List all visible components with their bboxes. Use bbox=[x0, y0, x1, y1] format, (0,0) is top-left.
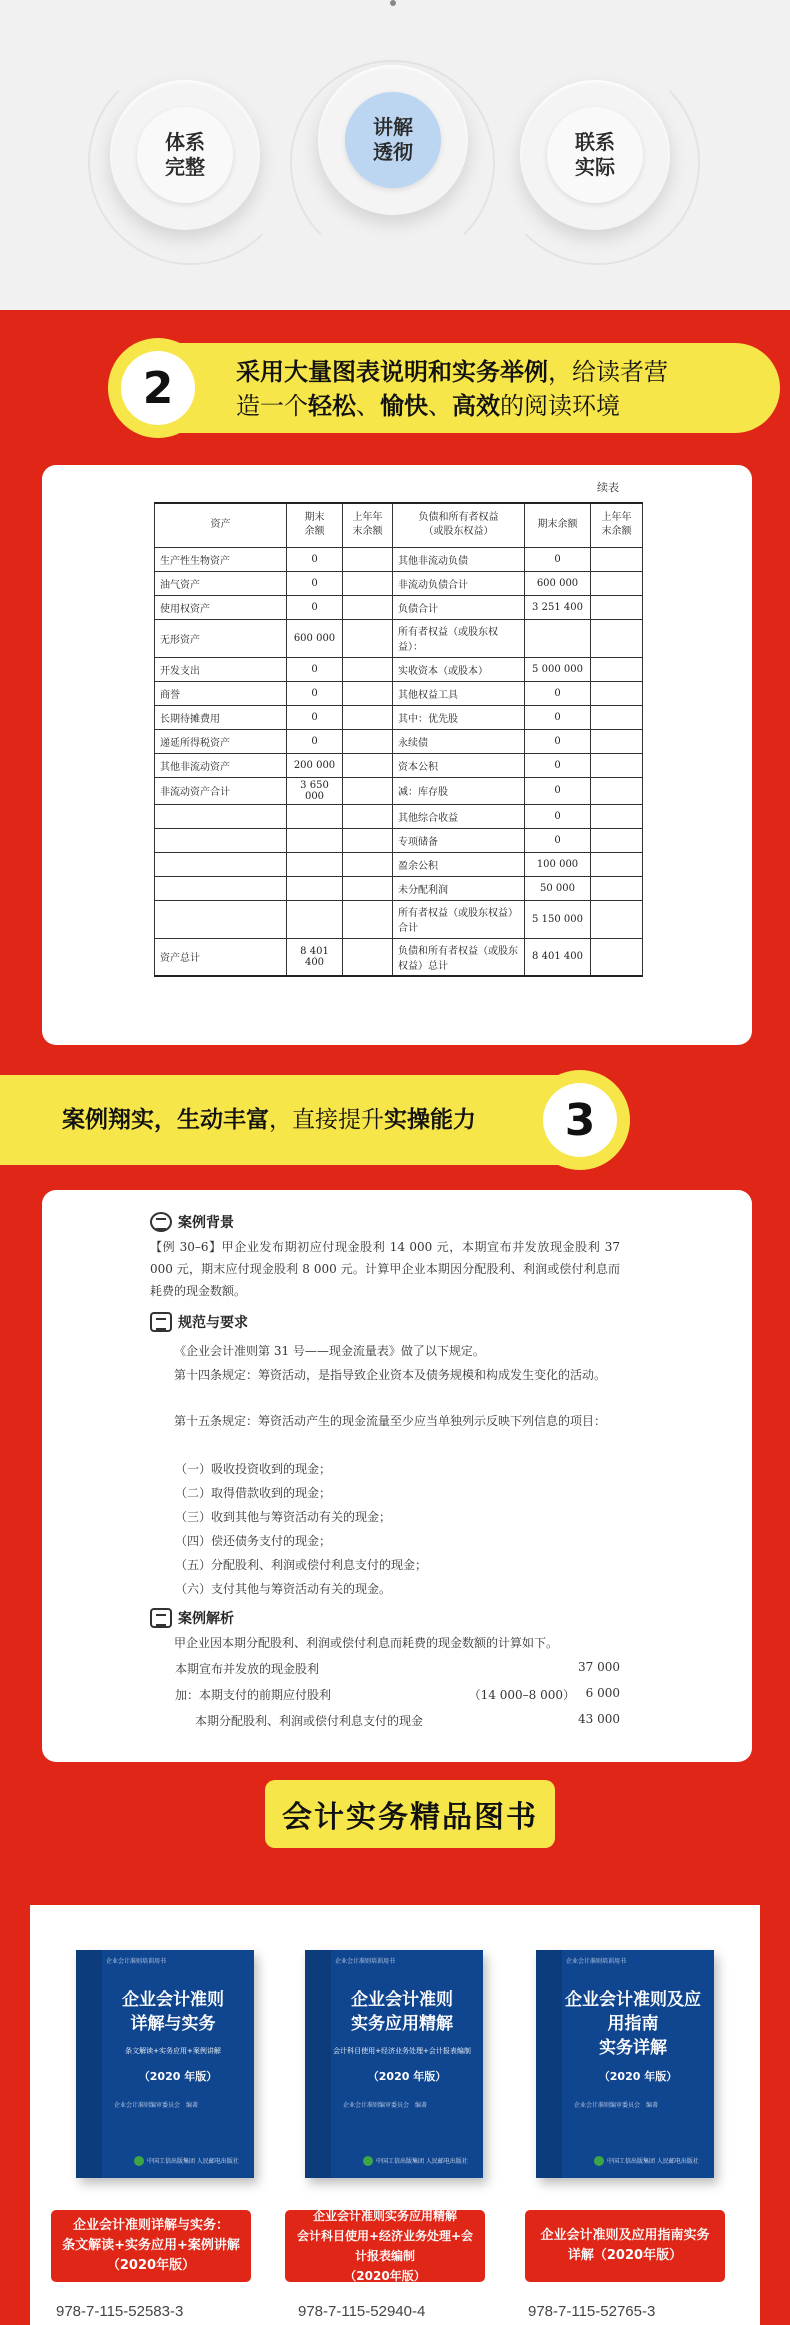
table-cell bbox=[155, 804, 287, 828]
book-cover-series: 企业会计准则培训用书 bbox=[106, 1958, 167, 1965]
table-cell: 其他非流动负债 bbox=[393, 547, 525, 571]
feature-1-line1: 体系 bbox=[165, 130, 205, 154]
table-row bbox=[155, 681, 643, 705]
feature-circle-1-inner bbox=[137, 107, 233, 203]
requirement-item: （三）收到其他与筹资活动有关的现金； bbox=[175, 1510, 392, 1524]
table-row bbox=[155, 753, 643, 777]
table-cell: 0 bbox=[525, 828, 591, 852]
banner-3-number: 3 bbox=[543, 1083, 617, 1157]
banner-2-sep1: 、 bbox=[356, 392, 380, 420]
table-header-cell: 期末 余额 bbox=[287, 503, 343, 547]
book-cover-author: 企业会计准则编审委员会 编著 bbox=[343, 2102, 428, 2109]
table-cell: 0 bbox=[287, 571, 343, 595]
table-cell bbox=[343, 571, 393, 595]
books-header-title: 会计实务精品图书 bbox=[282, 1800, 538, 1835]
table-cell bbox=[287, 804, 343, 828]
table-cell: 递延所得税资产 bbox=[155, 729, 287, 753]
feature-3-line2: 实际 bbox=[575, 155, 615, 179]
table-cell bbox=[343, 900, 393, 938]
table-row bbox=[155, 938, 643, 976]
table-cell: 0 bbox=[287, 681, 343, 705]
table-cell: 长期待摊费用 bbox=[155, 705, 287, 729]
book-cover-edition: （2020 年版） bbox=[367, 2070, 447, 2083]
table-cell: 永续债 bbox=[393, 729, 525, 753]
table-cell: 油气资产 bbox=[155, 571, 287, 595]
table-row bbox=[155, 571, 643, 595]
table-cell: 0 bbox=[525, 753, 591, 777]
table-cell bbox=[591, 547, 643, 571]
table-cell bbox=[591, 705, 643, 729]
table-cell bbox=[525, 619, 591, 657]
table-cell: 减：库存股 bbox=[393, 777, 525, 804]
calculation-row bbox=[195, 1712, 620, 1732]
table-cell bbox=[343, 547, 393, 571]
table-cell bbox=[591, 938, 643, 976]
table-cell bbox=[343, 777, 393, 804]
table-cell: 开发支出 bbox=[155, 657, 287, 681]
table-cell: 0 bbox=[525, 705, 591, 729]
table-cell bbox=[343, 804, 393, 828]
table-cell bbox=[343, 619, 393, 657]
table-cell: 使用权资产 bbox=[155, 595, 287, 619]
table-cell: 3 251 400 bbox=[525, 595, 591, 619]
table-row bbox=[155, 876, 643, 900]
banner-2-b3: 高效 bbox=[452, 392, 500, 420]
table-cell bbox=[343, 876, 393, 900]
table-row bbox=[155, 619, 643, 657]
document-icon bbox=[150, 1312, 172, 1332]
book-cover[interactable] bbox=[305, 1950, 483, 2178]
table-row bbox=[155, 804, 643, 828]
table-cell bbox=[287, 852, 343, 876]
table-cell bbox=[155, 876, 287, 900]
feature-band bbox=[0, 0, 790, 310]
table-cell: 0 bbox=[287, 729, 343, 753]
requirements-heading bbox=[150, 1312, 248, 1332]
book-cover-author: 企业会计准则编审委员会 编著 bbox=[114, 2102, 199, 2109]
banner-2-b2: 愉快 bbox=[380, 392, 428, 420]
table-cell bbox=[343, 595, 393, 619]
table-cell bbox=[343, 705, 393, 729]
book-spine-band bbox=[305, 1950, 331, 2178]
table-caption: 续表 bbox=[597, 481, 619, 494]
book-cover-series: 企业会计准则培训用书 bbox=[335, 1958, 396, 1965]
feature-1-line2: 完整 bbox=[165, 155, 205, 179]
table-cell bbox=[287, 828, 343, 852]
table-cell bbox=[591, 571, 643, 595]
book-cover-edition: （2020 年版） bbox=[598, 2070, 678, 2083]
table-cell bbox=[591, 753, 643, 777]
calculation-row bbox=[175, 1660, 620, 1680]
example-paragraph-4: 第十五条规定：筹资活动产生的现金流量至少应当单独列示反映下列信息的项目： bbox=[174, 1414, 607, 1428]
requirement-item: （一）吸收投资收到的现金； bbox=[175, 1462, 332, 1476]
feature-circle-1 bbox=[110, 80, 260, 230]
balance-sheet-table bbox=[154, 502, 643, 977]
book-isbn: 978-7-115-52765-3 bbox=[528, 2303, 656, 2320]
table-cell bbox=[591, 619, 643, 657]
table-header-cell: 上年年 末余额 bbox=[591, 503, 643, 547]
example-head2-text: 规范与要求 bbox=[178, 1315, 248, 1331]
book-title-label: 企业会计准则详解与实务： 条文解读+实务应用+案例讲解 （2020年版） bbox=[51, 2210, 251, 2282]
example-paragraph-2: 《企业会计准则第 31 号——现金流量表》做了以下规定。 bbox=[174, 1344, 485, 1358]
table-cell: 负债合计 bbox=[393, 595, 525, 619]
table-cell: 3 650 000 bbox=[287, 777, 343, 804]
calculation-row bbox=[175, 1686, 620, 1706]
calculation-formula: （14 000–8 000） bbox=[468, 1688, 575, 1702]
publisher-logo: 中国工信出版集团 人民邮电出版社 bbox=[134, 2156, 239, 2167]
table-cell: 600 000 bbox=[287, 619, 343, 657]
table-row bbox=[155, 729, 643, 753]
feature-circle-2-inner bbox=[345, 92, 441, 188]
table-cell: 专项储备 bbox=[393, 828, 525, 852]
table-cell: 0 bbox=[287, 547, 343, 571]
table-cell: 600 000 bbox=[525, 571, 591, 595]
requirement-item: （五）分配股利、利润或偿付利息支付的现金； bbox=[175, 1558, 428, 1572]
table-cell bbox=[343, 753, 393, 777]
banner-2-rest: ，给读者营 bbox=[548, 358, 668, 386]
book-cover-subtitle: 条文解读+实务应用+案例讲解 bbox=[125, 2047, 221, 2055]
book-title-label: 企业会计准则实务应用精解 会计科目使用+经济业务处理+会计报表编制 （2020年版） bbox=[285, 2210, 485, 2282]
table-cell: 无形资产 bbox=[155, 619, 287, 657]
table-header-cell: 资产 bbox=[155, 503, 287, 547]
table-cell: 其他非流动资产 bbox=[155, 753, 287, 777]
banner-3-number-badge bbox=[530, 1070, 630, 1170]
table-cell: 其他权益工具 bbox=[393, 681, 525, 705]
table-cell: 其他综合收益 bbox=[393, 804, 525, 828]
table-cell: 200 000 bbox=[287, 753, 343, 777]
banner-2-text bbox=[236, 355, 668, 423]
banner-2-number-badge bbox=[108, 338, 208, 438]
table-cell bbox=[591, 595, 643, 619]
table-cell: 0 bbox=[525, 777, 591, 804]
table-cell bbox=[591, 777, 643, 804]
calculation-label: 本期分配股利、利润或偿付利息支付的现金 bbox=[195, 1714, 424, 1728]
table-cell: 100 000 bbox=[525, 852, 591, 876]
feature-circle-2 bbox=[318, 65, 468, 215]
book-cover-series: 企业会计准则培训用书 bbox=[566, 1958, 627, 1965]
table-cell: 8 401 400 bbox=[287, 938, 343, 976]
table-cell: 0 bbox=[525, 681, 591, 705]
table-cell: 生产性生物资产 bbox=[155, 547, 287, 571]
example-head1-text: 案例背景 bbox=[178, 1215, 234, 1231]
table-cell: 未分配利润 bbox=[393, 876, 525, 900]
balance-sheet-card bbox=[42, 465, 752, 1045]
publisher-logo: 中国工信出版集团 人民邮电出版社 bbox=[363, 2156, 468, 2167]
feature-2-line1: 讲解 bbox=[373, 115, 413, 139]
table-cell bbox=[343, 852, 393, 876]
requirement-item: （二）取得借款收到的现金； bbox=[175, 1486, 332, 1500]
table-cell bbox=[343, 729, 393, 753]
banner-3-part3: 实操能力 bbox=[384, 1107, 476, 1133]
example-background-heading bbox=[150, 1212, 234, 1232]
analysis-icon bbox=[150, 1608, 172, 1628]
example-paragraph-5: 甲企业因本期分配股利、利润或偿付利息而耗费的现金数额的计算如下。 bbox=[174, 1636, 559, 1650]
table-cell: 所有者权益（或股东权益）合计 bbox=[393, 900, 525, 938]
calculation-label: 加：本期支付的前期应付股利 bbox=[175, 1688, 332, 1702]
table-cell bbox=[155, 828, 287, 852]
calculation-value: 37 000 bbox=[578, 1660, 620, 1674]
book-isbn: 978-7-115-52940-4 bbox=[298, 2303, 426, 2320]
table-row bbox=[155, 900, 643, 938]
table-header-cell: 负债和所有者权益 （或股东权益） bbox=[393, 503, 525, 547]
table-cell: 0 bbox=[525, 804, 591, 828]
table-cell bbox=[343, 938, 393, 976]
banner-2-b1: 轻松 bbox=[308, 392, 356, 420]
table-row bbox=[155, 852, 643, 876]
top-dot bbox=[390, 0, 396, 6]
book-cover[interactable] bbox=[76, 1950, 254, 2178]
table-cell: 非流动资产合计 bbox=[155, 777, 287, 804]
table-cell bbox=[591, 804, 643, 828]
banner-2-sep2: 、 bbox=[428, 392, 452, 420]
book-cover-title: 企业会计准则 实务应用精解 bbox=[351, 1990, 453, 2034]
table-cell: 其中：优先股 bbox=[393, 705, 525, 729]
table-cell: 负债和所有者权益（或股东权益）总计 bbox=[393, 938, 525, 976]
book-cover-edition: （2020 年版） bbox=[138, 2070, 218, 2083]
table-cell: 8 401 400 bbox=[525, 938, 591, 976]
globe-icon bbox=[150, 1212, 172, 1232]
feature-circle-3 bbox=[520, 80, 670, 230]
table-cell: 0 bbox=[287, 705, 343, 729]
table-cell: 0 bbox=[525, 547, 591, 571]
table-cell bbox=[155, 900, 287, 938]
table-header-cell: 上年年 末余额 bbox=[343, 503, 393, 547]
table-cell: 商誉 bbox=[155, 681, 287, 705]
requirement-item: （四）偿还债务支付的现金； bbox=[175, 1534, 332, 1548]
table-row bbox=[155, 657, 643, 681]
table-cell: 0 bbox=[287, 595, 343, 619]
table-cell bbox=[343, 681, 393, 705]
banner-3-part1: 案例翔实，生动丰富 bbox=[62, 1107, 269, 1133]
calculation-label: 本期宣布并发放的现金股利 bbox=[175, 1662, 320, 1676]
table-cell: 盈余公积 bbox=[393, 852, 525, 876]
books-header-pill bbox=[265, 1780, 555, 1848]
book-title-label: 企业会计准则及应用指南实务 详解（2020年版） bbox=[525, 2210, 725, 2282]
table-cell bbox=[287, 876, 343, 900]
table-cell bbox=[591, 681, 643, 705]
table-cell bbox=[287, 900, 343, 938]
book-isbn: 978-7-115-52583-3 bbox=[56, 2303, 184, 2320]
table-cell: 0 bbox=[287, 657, 343, 681]
publisher-logo: 中国工信出版集团 人民邮电出版社 bbox=[594, 2156, 699, 2167]
banner-2-line2-rest: 的阅读环境 bbox=[500, 392, 620, 420]
example-head3-text: 案例解析 bbox=[178, 1611, 234, 1627]
books-card bbox=[30, 1905, 760, 2325]
table-cell: 资产总计 bbox=[155, 938, 287, 976]
table-row bbox=[155, 547, 643, 571]
table-cell: 5 000 000 bbox=[525, 657, 591, 681]
table-cell: 5 150 000 bbox=[525, 900, 591, 938]
table-cell: 非流动负债合计 bbox=[393, 571, 525, 595]
table-cell bbox=[591, 828, 643, 852]
table-row bbox=[155, 595, 643, 619]
table-cell bbox=[343, 828, 393, 852]
example-paragraph-3: 第十四条规定：筹资活动，是指导致企业资本及债务规模和构成发生变化的活动。 bbox=[174, 1368, 607, 1382]
calculation-value: 43 000 bbox=[578, 1712, 620, 1726]
table-cell: 0 bbox=[525, 729, 591, 753]
book-spine-band bbox=[76, 1950, 102, 2178]
requirement-item: （六）支付其他与筹资活动有关的现金。 bbox=[175, 1582, 392, 1596]
book-cover[interactable] bbox=[536, 1950, 714, 2178]
banner-2-line2-a: 造一个 bbox=[236, 392, 308, 420]
book-cover-title: 企业会计准则 详解与实务 bbox=[122, 1990, 224, 2034]
table-cell bbox=[343, 657, 393, 681]
table-row bbox=[155, 705, 643, 729]
feature-circle-3-inner bbox=[547, 107, 643, 203]
calculation-value: 6 000 bbox=[585, 1686, 620, 1700]
table-cell bbox=[591, 657, 643, 681]
table-cell bbox=[155, 852, 287, 876]
table-cell: 所有者权益（或股东权益）： bbox=[393, 619, 525, 657]
feature-3-line1: 联系 bbox=[575, 130, 615, 154]
table-cell bbox=[591, 900, 643, 938]
analysis-heading bbox=[150, 1608, 234, 1628]
banner-3-text bbox=[62, 1103, 476, 1137]
table-cell bbox=[591, 876, 643, 900]
book-cover-subtitle: 会计科目使用+经济业务处理+会计报表编制 bbox=[333, 2047, 471, 2055]
banner-3-part2: ，直接提升 bbox=[269, 1107, 384, 1133]
table-cell: 实收资本（或股本） bbox=[393, 657, 525, 681]
table-row bbox=[155, 777, 643, 804]
book-cover-title: 企业会计准则及应用指南 实务详解 bbox=[565, 1990, 701, 2058]
book-cover-author: 企业会计准则编审委员会 编著 bbox=[574, 2102, 659, 2109]
book-spine-band bbox=[536, 1950, 562, 2178]
table-header-cell: 期末余额 bbox=[525, 503, 591, 547]
table-row bbox=[155, 828, 643, 852]
banner-2-bold: 采用大量图表说明和实务举例 bbox=[236, 358, 548, 386]
table-cell: 资本公积 bbox=[393, 753, 525, 777]
table-cell bbox=[591, 852, 643, 876]
table-cell bbox=[591, 729, 643, 753]
feature-2-line2: 透彻 bbox=[373, 140, 413, 164]
table-cell: 50 000 bbox=[525, 876, 591, 900]
example-paragraph-1: 【例 30–6】甲企业发布期初应付现金股利 14 000 元，本期宣布并发放现金股利 37 000 元，期末应付现金股利 8 000 元。计算甲企业本期因分配股利、利润或偿付利息而耗费的现金数额。 bbox=[150, 1240, 620, 1298]
banner-2-number: 2 bbox=[121, 351, 195, 425]
